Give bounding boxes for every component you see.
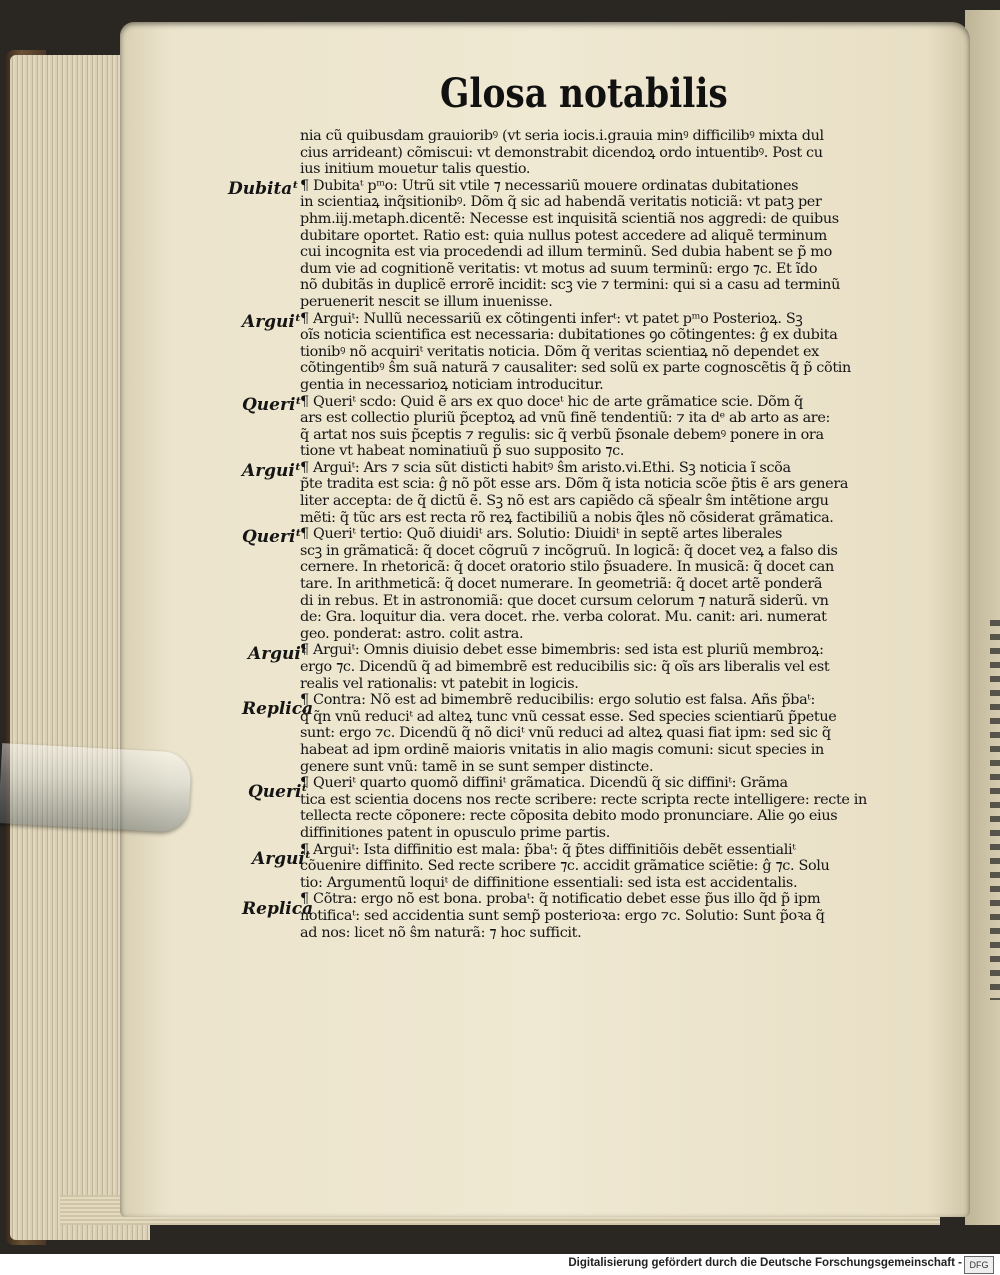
- text-line: q̃ artat nos suis p̃ceptis ⁊ regulis: sic q̃ verbũ p̃sonale debemꝰ ponere in ora: [300, 426, 824, 443]
- margin-note: Queriᵗ: [242, 394, 302, 415]
- text-line: dubitare oportet. Ratio est: quia nullus potest accedere ad aliquẽ terminum: [300, 227, 827, 244]
- text-line: ¶ Arguiᵗ: Ars ⁊ scia sũt disticti habitꝰ ŝm aristo.vi.Ethi. Sꝫ noticia ĩ scõa: [300, 459, 791, 476]
- running-head: Glosa notabilis: [440, 70, 728, 117]
- text-line: cõtingentibꝰ ŝm suã naturã ⁊ causaliter: sed solũ ex parte cognoscẽtis q̃ p̃ cõtin: [300, 360, 851, 377]
- text-line: ¶ Queriᵗ tertio: Quõ diuidiᵗ ars. Solutio: Diuidiᵗ in septẽ artes liberales: [300, 526, 783, 543]
- text-line: tione vt habeat nominatiuũ p̃ suo supposito ⁊c.: [300, 443, 625, 460]
- text-line: p̃te tradita est scia: ĝ nõ põt esse ars. Dõm q̃ ista noticia scõe p̃tis ẽ ars genera: [300, 476, 849, 493]
- text-line: realis vel rationalis: vt patebit in logicis.: [300, 675, 579, 692]
- text-line: sunt: ergo ⁊c. Dicendũ q̃ nõ diciᵗ vnũ reduci ad alteꝝ quasi fiat ipm: sed sic q̃: [300, 725, 831, 742]
- main-text-block: [300, 128, 900, 941]
- text-line: ¶ Arguiᵗ: Ista diffinitio est mala: p̃baᵗ: q̃ p̃tes diffinitiõis debẽt essentialiᵗ: [300, 841, 796, 858]
- text-line: cõuenire diffinito. Sed recte scribere ⁊c. accidit grãmatice sciẽtie: ĝ ⁊c. Solu: [300, 858, 830, 875]
- text-line: cui incognita est via procedendi ad illum terminũ. Sed dubia habent se p̃ mo: [300, 244, 832, 261]
- text-line: notificaᵗ: sed accidentia sunt semp̃ posterioꝛa: ergo ⁊c. Solutio: Sunt p̃oꝛa q̃: [300, 907, 825, 924]
- facing-page-edge: [965, 10, 1000, 1225]
- text-line: liter accepta: de q̃ dictũ ẽ. Sꝫ nõ est ars capiẽdo cã sp̃ealr ŝm intẽtione argu: [300, 493, 829, 510]
- text-line: ¶ Cõtra: ergo nõ est bona. probaᵗ: q̃ notificatio debet esse p̃us illo q̃d p̃ ipm: [300, 891, 821, 908]
- text-line: tica est scientia docens nos recte scribere: recte scripta recte intelligere: recte in: [300, 791, 867, 808]
- text-line: ius initium mouetur talis questio.: [300, 161, 531, 178]
- text-line: di in rebus. Et in astronomiã: que docet cursum celorum ⁊ naturã siderũ. vn: [300, 592, 829, 609]
- text-line: gentia in necessarioꝝ noticiam introducitur.: [300, 376, 604, 393]
- text-line: diffinitiones patent in opusculo prime partis.: [300, 824, 610, 841]
- text-line: ¶ Dubitaᵗ pᵐo: Utrũ sit vtile ⁊ necessariũ mouere ordinatas dubitationes: [300, 177, 799, 194]
- text-line: geo. ponderat: astro. colit astra.: [300, 625, 524, 642]
- text-line: cernere. In rhetoricã: q̃ docet oratorio stilo p̃suadere. In musicã: q̃ docet can: [300, 559, 834, 576]
- text-line: ergo ⁊c. Dicendũ q̃ ad bimembrẽ est reducibilis sic: q̃ oĩs ars liberalis vel est: [300, 659, 830, 675]
- glass-page-weight: [0, 743, 192, 833]
- text-line: de: Gra. loquitur dia. vera docet. rhe. verba colorat. Mu. canit: ari. numerat: [300, 609, 827, 626]
- text-line: nõ dubitãs in duplicẽ errorẽ incidit: scꝫ vie ⁊ termini: qui si a casu ad terminũ: [300, 277, 841, 294]
- margin-note: Dubitaᵗ: [228, 178, 299, 199]
- margin-note: Replica: [242, 699, 314, 720]
- text-line: ¶ Queriᵗ quarto quomõ diffiniᵗ grãmatica. Dicendũ q̃ sic diffiniᵗ: Grãma: [300, 775, 788, 792]
- text-line: scꝫ in grãmaticã: q̃ docet cõgruũ ⁊ incõgruũ. In logicã: q̃ docet veꝝ a falso dis: [300, 542, 838, 559]
- facing-page-text: [990, 620, 1000, 1000]
- text-line: ars est collectio pluriũ p̃ceptoꝝ ad vnũ finẽ tendentiũ: ⁊ ita dᵉ ab arto as are:: [300, 410, 830, 427]
- text-line: tellecta recte cõponere: recte cõposita debito modo pronunciare. Alie ꝯo eius: [300, 808, 838, 825]
- text-line: cius arrideant) cõmiscui: vt demonstrabit dicendoꝝ ordo intuentibꝰ. Post cu: [300, 144, 823, 161]
- text-line: tio: Argumentũ loquiᵗ de diffinitione essentiali: sed ista est accidentalis.: [300, 874, 798, 891]
- text-line: habeat ad ipm ordinẽ maioris vnitatis in alio magis comuni: sicut species in: [300, 741, 824, 758]
- text-line: tionibꝰ nõ acquiriᵗ veritatis noticia. Dõm q̃ veritas scientiaꝝ nõ dependet ex: [300, 343, 819, 360]
- margin-note: Arguiᵗ: [248, 643, 308, 664]
- text-line: peruenerit nescit se illum inuenisse.: [300, 293, 553, 310]
- text-line: in scientiaꝝ inq̃sitionibꝰ. Dõm q̃ sic ad habendã veritatis noticiã: vt patꝫ per: [300, 194, 822, 211]
- margin-note: Replica: [242, 898, 314, 919]
- margin-note: Arguiᵗ: [242, 461, 302, 481]
- text-line: q̃ q̃n vnũ reduciᵗ ad alteꝝ tunc vnũ cessat esse. Sed species scientiarũ p̃petue: [300, 708, 837, 725]
- margin-note: Arguiᵗ: [252, 848, 312, 869]
- text-line: ¶ Contra: Nõ est ad bimembrẽ reducibilis: ergo solutio est falsa. Añs p̃baᵗ:: [300, 692, 816, 709]
- margin-note: Queriᵗ: [242, 527, 302, 548]
- text-line: genere sunt vnũ: tamẽ in se sunt semper distincte.: [300, 758, 654, 775]
- text-line: phm.iij.metaph.dicentẽ: Necesse est inquisitã scientiã nos aggredi: de quibus: [300, 210, 839, 227]
- margin-note: Queriᵗ: [248, 782, 308, 803]
- margin-note: Arguiᵗ: [242, 311, 302, 332]
- text-line: nia cũ quibusdam grauioribꝰ (vt seria iocis.i.grauia minꝰ difficilibꝰ mixta dul: [300, 128, 824, 144]
- text-line: oĩs noticia scientifica est necessaria: dubitationes ꝯo cõtingentes: ĝ ex dubita: [300, 327, 838, 344]
- text-line: ad nos: licet nõ ŝm naturã: ⁊ hoc sufficit.: [300, 924, 582, 941]
- text-line: mẽti: q̃ tũc ars est recta rõ reꝝ factibiliũ a nobis q̃les nõ cõsiderat grãmatica.: [300, 509, 834, 526]
- text-line: ¶ Queriᵗ scdo: Quid ẽ ars ex quo doceᵗ hic de arte grãmatice scie. Dõm q̃: [300, 393, 803, 410]
- text-line: dum vie ad cognitionẽ veritatis: vt motus ad suum terminũ: ergo ⁊c. Et ĩdo: [300, 260, 818, 277]
- footer-credit: Digitalisierung gefördert durch die Deutsche Forschungsgemeinschaft -: [568, 1257, 962, 1269]
- text-line: ¶ Arguiᵗ: Omnis diuisio debet esse bimembris: sed ista est pluriũ membroꝝ:: [300, 642, 824, 659]
- text-line: ¶ Arguiᵗ: Nullũ necessariũ ex cõtingenti inferᵗ: vt patet pᵐo Posterioꝝ. Sꝫ: [300, 310, 803, 327]
- dfg-logo: DFG: [964, 1256, 994, 1274]
- text-line: tare. In arithmeticã: q̃ docet numerare. In geometriã: q̃ docet artẽ ponderã: [300, 576, 823, 593]
- footer-bar: [0, 1254, 1000, 1275]
